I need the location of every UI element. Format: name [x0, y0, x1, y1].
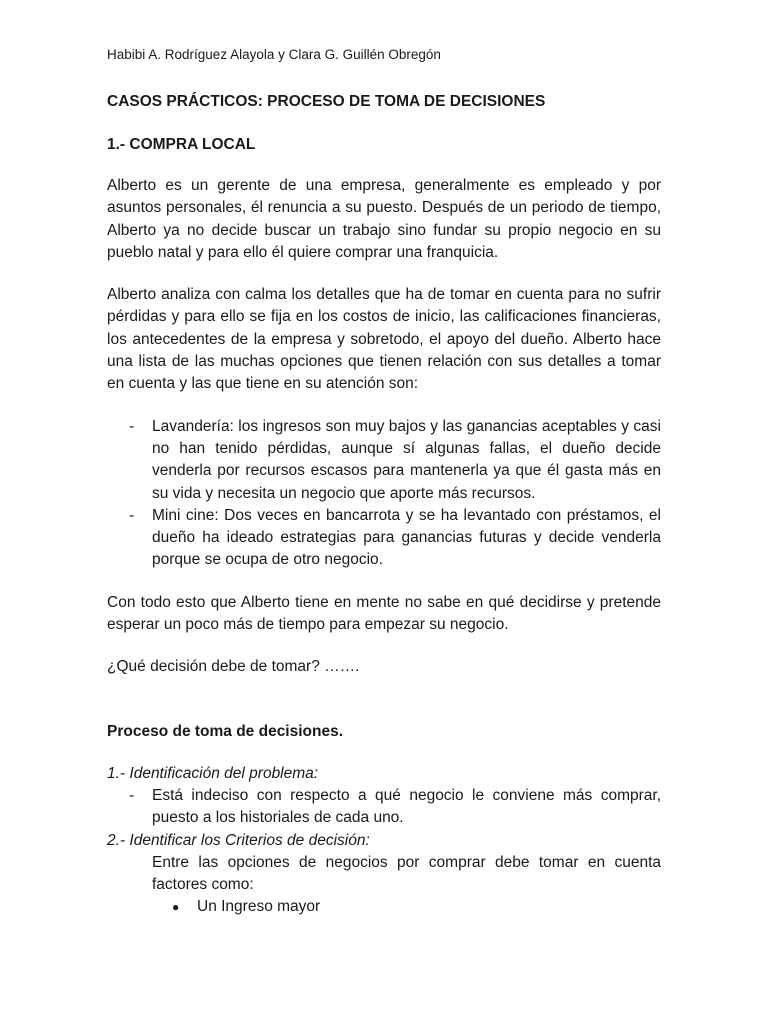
list-item-criterion: ● Un Ingreso mayor — [107, 896, 661, 918]
list-item-mini-cinema: - Mini cine: Dos veces en bancarrota y se ha levantado con préstamos, el dueño ha ideado estrategias para ganancias futuras y decide venderla porque se ocupa de otro negocio. — [107, 505, 661, 572]
case-title: 1.- COMPRA LOCAL — [107, 136, 256, 153]
step-1-list — [107, 785, 661, 830]
process-title: Proceso de toma de decisiones. — [107, 722, 344, 740]
paragraph-intro: Alberto es un gerente de una empresa, generalmente es empleado y por asuntos personales, él renuncia a su puesto. Después de un periodo de tiempo, Alberto ya no decide buscar un trabajo sino fundar su propio negocio en su pueblo natal y para ello él quiere comprar una franquicia. — [107, 177, 661, 261]
step-2-text: Entre las opciones de negocios por comprar debe tomar en cuenta factores como: — [152, 853, 661, 894]
author-line: Habibi A. Rodríguez Alayola y Clara G. Guillén Obregón — [107, 47, 441, 62]
list-item-problem: - Está indeciso con respecto a qué negocio le conviene más comprar, puesto a los historiales de cada uno. — [107, 785, 661, 830]
step-1-heading: 1.- Identificación del problema: — [107, 764, 319, 782]
list-item-laundry: - Lavandería: los ingresos son muy bajos y las ganancias aceptables y casi no han tenido pérdidas, aunque sí algunas fallas, el dueño decide venderla por recursos escasos para mantenerla ya que él gasta más en su vida y necesita un negocio que aporte más recursos. — [107, 416, 661, 505]
paragraph-analysis: Alberto analiza con calma los detalles que ha de tomar en cuenta para no sufrir pérdidas y para ello se fija en los costos de inicio, las calificaciones financieras, los antecedentes de la empresa y sobretodo, el apoyo del dueño. Alberto hace una lista de las muchas opciones que tienen relación con sus detalles a tomar en cuenta y las que tiene en su atención son: — [107, 286, 661, 393]
step-2-heading: 2.- Identificar los Criterios de decisión: — [107, 831, 370, 849]
criteria-list — [107, 896, 661, 918]
options-list — [107, 416, 661, 572]
question-text: ¿Qué decisión debe de tomar? ……. — [107, 658, 360, 676]
document-title: CASOS PRÁCTICOS: PROCESO DE TOMA DE DECISIONES — [107, 93, 546, 110]
paragraph-conclusion: Con todo esto que Alberto tiene en mente no sabe en qué decidirse y pretende esperar un poco más de tiempo para empezar su negocio. — [107, 593, 661, 634]
